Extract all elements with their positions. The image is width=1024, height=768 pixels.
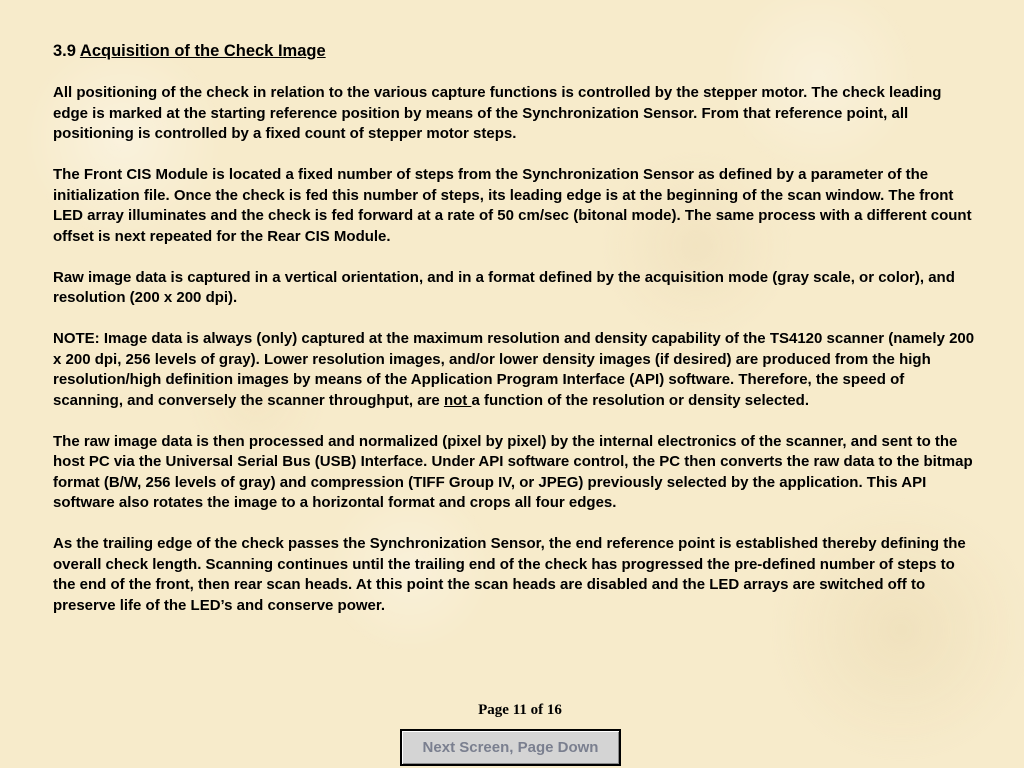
paragraph-trailing-edge: As the trailing edge of the check passes the Synchronization Sensor, the end reference point is established thereby defining the overall check length. Scanning continues until the trailing end of the check has progressed the pre-defined number of steps to the end of the front, then rear scan heads. At this point the scan heads are disabled and the LED arrays are switched off to preserve life of the LED’s and conserve power. xyxy=(53,535,966,614)
paragraph-raw-image-capture: Raw image data is captured in a vertical orientation, and in a format defined by the acquisition mode (gray scale, or color), and resolution (200 x 200 dpi). xyxy=(53,268,955,306)
paragraph-processing: The raw image data is then processed and normalized (pixel by pixel) by the internal electronics of the scanner, and sent to the host PC via the Universal Serial Bus (USB) Interface. Under API software control, the PC then converts the raw data to the bitmap format (B/W, 256 levels of gray) and compression (TIFF Group IV, or JPEG) previously selected by the application. This API software also rotates the image to a horizontal format and crops all four edges. xyxy=(53,432,973,511)
document-page xyxy=(53,40,975,637)
page-number: Page 11 of 16 xyxy=(478,702,562,718)
section-number: 3.9 xyxy=(53,42,76,60)
section-heading xyxy=(53,40,975,62)
section-title: Acquisition of the Check Image xyxy=(79,42,326,60)
note-text-after: a function of the resolution or density selected. xyxy=(471,391,809,409)
paragraph-front-cis-module: The Front CIS Module is located a fixed number of steps from the Synchronization Sensor as defined by a parameter of the initialization file. Once the check is fed this number of steps, its leading edge is at the beginning of the scan window. The front LED array illuminates and the check is fed forward at a rate of 50 cm/sec (bitonal mode). The same process with a different count offset is next repeated for the Rear CIS Module. xyxy=(53,166,972,245)
paragraph-positioning: All positioning of the check in relation to the various capture functions is controlled by the stepper motor. The check leading edge is marked at the starting reference position by means of the Synchronization Sensor. From that reference point, all positioning is controlled by a fixed count of stepper motor steps. xyxy=(53,84,942,142)
note-text-before: NOTE: Image data is always (only) captured at the maximum resolution and density capability of the TS4120 scanner (namely 200 x 200 dpi, 256 levels of gray). Lower resolution images, and/or lower density images (if desired) are produced from the high resolution/high definition images by means of the Application Program Interface (API) software. Therefore, the speed of scanning, and conversely the scanner throughput, are xyxy=(53,330,975,409)
note-emphasis-not: not xyxy=(443,391,472,409)
paragraph-note xyxy=(53,329,975,411)
next-screen-button[interactable]: Next Screen, Page Down xyxy=(400,729,621,766)
